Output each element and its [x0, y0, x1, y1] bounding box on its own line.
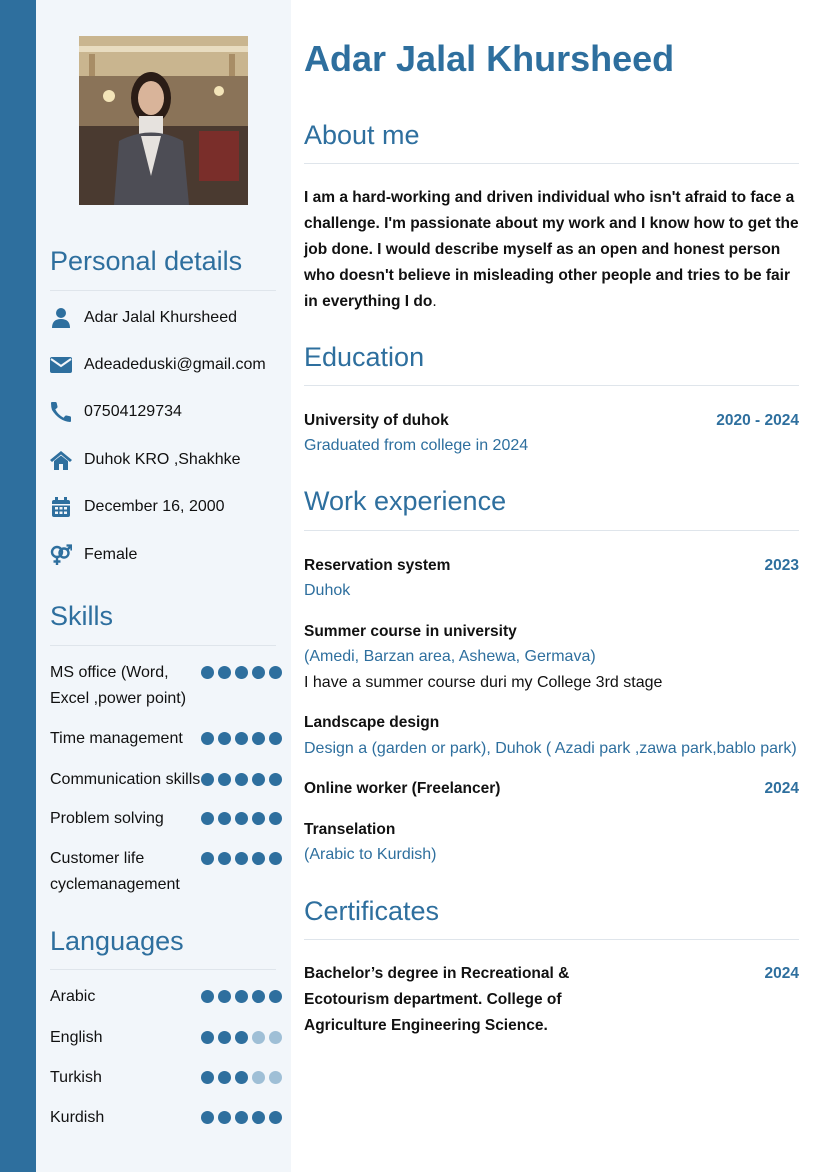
rating-dot-filled	[235, 1031, 248, 1044]
work-title: Summer course in university	[304, 623, 517, 640]
language-item	[50, 984, 280, 1010]
rating-dot-filled	[218, 1111, 231, 1124]
calendar-icon	[50, 496, 72, 518]
rating-dot-filled	[269, 990, 282, 1003]
language-item	[50, 1065, 280, 1091]
skills-heading: Skills	[50, 601, 114, 631]
language-rating	[201, 990, 282, 1003]
rating-dot-filled	[252, 990, 265, 1003]
work-subtitle: (Amedi, Barzan area, Ashewa, Germava)	[304, 648, 596, 665]
divider	[304, 530, 799, 531]
work-description: I have a summer course duri my College 3rd stage	[304, 674, 663, 691]
work-subtitle: Design a (garden or park), Duhok ( Azadi park ,zawa park,bablo park)	[304, 740, 797, 757]
skill-rating	[201, 852, 282, 865]
languages-heading: Languages	[50, 926, 184, 956]
language-label: Arabic	[50, 988, 96, 1005]
education-subtitle: Graduated from college in 2024	[304, 437, 529, 454]
language-label: Turkish	[50, 1069, 102, 1086]
rating-dot-empty	[269, 1071, 282, 1084]
language-rating	[201, 1031, 282, 1044]
rating-dot-filled	[201, 812, 214, 825]
rating-dot-filled	[235, 852, 248, 865]
work-date: 2023	[764, 557, 799, 574]
personal-detail-gender	[50, 543, 280, 567]
education-date: 2020 - 2024	[716, 412, 799, 429]
rating-dot-filled	[218, 1031, 231, 1044]
certificate-title: Bachelor’s degree in Recreational & Ecotourism department. College of Agriculture Engineering Science.	[304, 965, 570, 1034]
personal-details-heading: Personal details	[50, 246, 243, 276]
work-title: Online worker (Freelancer)	[304, 780, 501, 797]
phone-text: 07504129734	[84, 403, 182, 420]
divider	[304, 163, 799, 164]
education-title: University of duhok	[304, 412, 449, 429]
work-subtitle: (Arabic to Kurdish)	[304, 846, 437, 863]
personal-detail-email	[50, 353, 280, 377]
rating-dot-filled	[252, 1111, 265, 1124]
rating-dot-filled	[252, 773, 265, 786]
rating-dot-filled	[269, 812, 282, 825]
language-label: English	[50, 1029, 103, 1046]
work-title: Reservation system	[304, 557, 451, 574]
certificate-date: 2024	[764, 965, 799, 982]
skill-item	[50, 846, 280, 898]
personal-detail-birthdate	[50, 495, 280, 519]
rating-dot-empty	[269, 1031, 282, 1044]
skill-label: MS office (Word, Excel ,power point)	[50, 664, 187, 707]
rating-dot-filled	[235, 732, 248, 745]
skill-label: Problem solving	[50, 810, 164, 827]
certificates-heading: Certificates	[304, 896, 440, 926]
rating-dot-filled	[201, 1111, 214, 1124]
skill-rating	[201, 732, 282, 745]
skill-label: Communication skills	[50, 771, 201, 788]
about-text	[304, 185, 799, 315]
language-rating	[201, 1071, 282, 1084]
rating-dot-empty	[252, 1031, 265, 1044]
skill-label: Customer life cyclemanagement	[50, 850, 180, 893]
envelope-icon	[50, 354, 72, 376]
language-label: Kurdish	[50, 1109, 105, 1126]
rating-dot-filled	[218, 990, 231, 1003]
rating-dot-filled	[235, 990, 248, 1003]
divider	[304, 385, 799, 386]
rating-dot-filled	[201, 990, 214, 1003]
divider	[50, 645, 276, 646]
rating-dot-filled	[218, 773, 231, 786]
rating-dot-filled	[235, 812, 248, 825]
skill-rating	[201, 812, 282, 825]
rating-dot-filled	[269, 1111, 282, 1124]
language-item	[50, 1105, 280, 1131]
rating-dot-filled	[252, 852, 265, 865]
skill-label: Time management	[50, 730, 183, 747]
work-subtitle: Duhok	[304, 582, 351, 599]
rating-dot-filled	[218, 852, 231, 865]
rating-dot-filled	[252, 666, 265, 679]
rating-dot-filled	[201, 852, 214, 865]
rating-dot-filled	[201, 666, 214, 679]
rating-dot-filled	[235, 1071, 248, 1084]
rating-dot-filled	[269, 852, 282, 865]
skill-item	[50, 660, 280, 712]
work-title: Transelation	[304, 821, 396, 838]
rating-dot-filled	[201, 773, 214, 786]
phone-icon	[50, 401, 72, 423]
address-text: Duhok KRO ,Shakhke	[84, 451, 241, 468]
rating-dot-filled	[201, 1071, 214, 1084]
work-heading: Work experience	[304, 486, 507, 516]
rating-dot-filled	[252, 732, 265, 745]
gender-text: Female	[84, 546, 138, 563]
rating-dot-filled	[235, 1111, 248, 1124]
about-body: I am a hard-working and driven individual who isn't afraid to face a challenge. I'm passionate about my work and I know how to get the job done. I would describe myself as an open and honest person who doesn't believe in misleading other people and tries to be fair in everything I do	[304, 189, 799, 310]
skill-item	[50, 726, 280, 752]
work-date: 2024	[764, 780, 799, 797]
personal-detail-name	[50, 306, 280, 330]
rating-dot-filled	[201, 1031, 214, 1044]
rating-dot-filled	[235, 773, 248, 786]
skill-rating	[201, 666, 282, 679]
education-heading: Education	[304, 342, 425, 372]
rating-dot-filled	[218, 666, 231, 679]
personal-detail-address	[50, 448, 280, 472]
rating-dot-filled	[252, 812, 265, 825]
name-text: Adar Jalal Khursheed	[84, 309, 237, 326]
accent-stripe	[0, 0, 36, 1172]
about-end: .	[432, 293, 437, 310]
personal-detail-phone	[50, 400, 280, 424]
page-title: Adar Jalal Khursheed	[304, 38, 675, 79]
divider	[304, 939, 799, 940]
home-icon	[50, 449, 72, 471]
rating-dot-filled	[269, 773, 282, 786]
rating-dot-filled	[218, 812, 231, 825]
rating-dot-filled	[269, 666, 282, 679]
about-heading: About me	[304, 120, 420, 150]
rating-dot-empty	[252, 1071, 265, 1084]
rating-dot-filled	[218, 1071, 231, 1084]
email-text: Adeadeduski@gmail.com	[84, 356, 266, 373]
skill-rating	[201, 773, 282, 786]
language-item	[50, 1025, 280, 1051]
language-rating	[201, 1111, 282, 1124]
rating-dot-filled	[218, 732, 231, 745]
person-icon	[50, 307, 72, 329]
gender-icon	[50, 544, 72, 566]
divider	[50, 969, 276, 970]
skill-item	[50, 806, 280, 832]
birthdate-text: December 16, 2000	[84, 498, 225, 515]
skill-item	[50, 767, 280, 793]
divider	[50, 290, 276, 291]
rating-dot-filled	[201, 732, 214, 745]
profile-photo	[79, 36, 248, 205]
rating-dot-filled	[269, 732, 282, 745]
work-title: Landscape design	[304, 714, 440, 731]
rating-dot-filled	[235, 666, 248, 679]
